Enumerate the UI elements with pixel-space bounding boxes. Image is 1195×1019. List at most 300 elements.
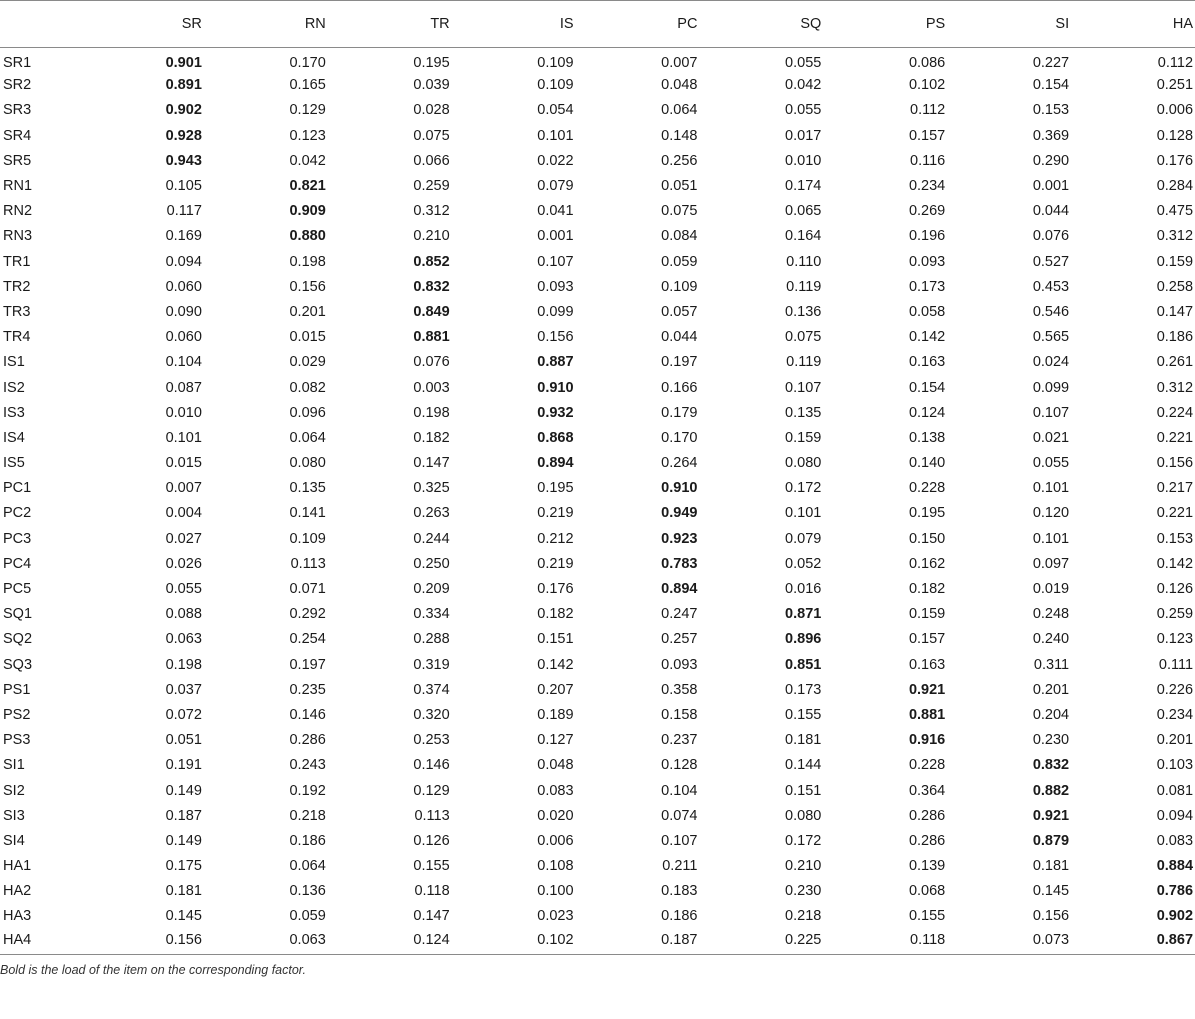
loading-cell: 0.257	[661, 631, 698, 648]
loading-cell: 0.284	[1156, 178, 1194, 195]
loading-cell: 0.475	[1156, 203, 1194, 220]
loading-cell: 0.286	[289, 732, 326, 749]
loading-cell: 0.173	[785, 681, 822, 698]
row-item-label: SR5	[3, 152, 32, 169]
loading-cell: 0.140	[908, 455, 946, 472]
loading-cell-primary: 0.832	[413, 278, 450, 295]
loading-cell-primary: 0.884	[1156, 858, 1194, 875]
loading-cell: 0.198	[289, 253, 326, 270]
loading-cell: 0.565	[1032, 329, 1070, 346]
loading-cell: 0.189	[537, 706, 574, 723]
loading-cell-primary: 0.894	[661, 581, 698, 598]
loading-cell: 0.158	[661, 706, 698, 723]
loading-cell: 0.001	[537, 228, 574, 245]
loading-cell: 0.172	[785, 480, 822, 497]
loading-cell: 0.176	[537, 581, 574, 598]
loading-cell: 0.218	[289, 807, 326, 824]
loading-cell: 0.076	[413, 354, 450, 371]
loading-cell: 0.100	[537, 883, 574, 900]
loading-cell: 0.107	[537, 253, 574, 270]
loading-cell: 0.099	[1032, 379, 1070, 396]
loading-cell-primary: 0.887	[537, 354, 574, 371]
loading-cell: 0.124	[413, 931, 450, 948]
loading-cell: 0.126	[413, 832, 450, 849]
loading-cell: 0.042	[289, 152, 326, 169]
loading-cell-primary: 0.943	[165, 152, 202, 169]
loading-cell: 0.224	[1156, 404, 1194, 421]
loading-cell: 0.144	[785, 757, 822, 774]
loading-cell: 0.105	[165, 178, 202, 195]
loading-cell: 0.139	[908, 858, 946, 875]
loading-cell: 0.064	[289, 429, 326, 446]
loading-cell: 0.097	[1032, 555, 1070, 572]
loading-cell: 0.163	[908, 354, 946, 371]
column-header-ha: HA	[1071, 1, 1195, 48]
loading-cell: 0.219	[537, 505, 574, 522]
loading-cell: 0.090	[165, 303, 202, 320]
table-row	[0, 199, 1195, 224]
loading-cell: 0.102	[537, 931, 574, 948]
loading-cell: 0.261	[1156, 354, 1194, 371]
row-item-label: PS1	[3, 681, 31, 698]
loading-cell: 0.201	[1032, 681, 1070, 698]
loading-cell: 0.170	[289, 55, 326, 72]
loading-cell-primary: 0.867	[1156, 931, 1194, 948]
table-row	[0, 929, 1195, 954]
loading-cell-primary: 0.901	[165, 55, 202, 72]
loading-cell: 0.195	[413, 55, 450, 72]
corner-header-cell	[0, 1, 80, 48]
header-row	[0, 1, 1195, 48]
loading-cell: 0.176	[1156, 152, 1194, 169]
loading-cell: 0.084	[661, 228, 698, 245]
loading-cell: 0.153	[1032, 102, 1070, 119]
loading-cell: 0.007	[165, 480, 202, 497]
loading-cell: 0.109	[289, 530, 326, 547]
row-item-label: PC5	[3, 581, 32, 598]
loading-cell: 0.112	[1157, 55, 1194, 72]
row-item-label: TR3	[3, 303, 31, 320]
loading-cell: 0.162	[908, 555, 946, 572]
table-row	[0, 828, 1195, 853]
loading-cell: 0.093	[908, 253, 946, 270]
loading-cell: 0.181	[165, 883, 202, 900]
row-item-label: SR1	[3, 55, 32, 72]
loading-cell: 0.027	[165, 530, 202, 547]
loading-cell: 0.197	[661, 354, 698, 371]
table-row	[0, 148, 1195, 173]
loading-cell-primary: 0.849	[413, 303, 450, 320]
loading-cell: 0.334	[413, 606, 450, 623]
row-item-label: SR3	[3, 102, 32, 119]
loading-cell: 0.119	[786, 354, 822, 371]
table-row	[0, 904, 1195, 929]
loading-cell: 0.201	[289, 303, 326, 320]
loading-cell: 0.155	[908, 908, 946, 925]
loading-cell: 0.154	[1032, 77, 1070, 94]
loading-cell-primary: 0.832	[1032, 757, 1070, 774]
loading-cell: 0.319	[413, 656, 450, 673]
loading-cell: 0.055	[165, 581, 202, 598]
table-row	[0, 702, 1195, 727]
table-row	[0, 526, 1195, 551]
loading-cell: 0.107	[661, 832, 698, 849]
row-item-label: RN1	[3, 178, 33, 195]
loading-cell: 0.172	[785, 832, 822, 849]
loading-cell: 0.111	[1158, 656, 1194, 673]
column-header-ps: PS	[823, 1, 947, 48]
loading-cell: 0.175	[165, 858, 202, 875]
loading-cell: 0.016	[785, 581, 822, 598]
loading-cell: 0.154	[908, 379, 946, 396]
row-item-label: TR4	[3, 329, 31, 346]
table-row	[0, 400, 1195, 425]
loading-cell: 0.186	[289, 832, 326, 849]
row-item-label: IS4	[3, 429, 25, 446]
loading-cell: 0.312	[413, 203, 450, 220]
loading-cell-primary: 0.916	[908, 732, 946, 749]
row-item-label: HA1	[3, 858, 32, 875]
loading-cell: 0.209	[413, 581, 450, 598]
loading-cell-primary: 0.896	[785, 631, 822, 648]
loading-cell: 0.001	[1032, 178, 1070, 195]
row-item-label: PS2	[3, 706, 31, 723]
loading-cell: 0.055	[785, 102, 822, 119]
loading-cell-primary: 0.921	[1032, 807, 1070, 824]
loading-cell: 0.374	[413, 681, 450, 698]
loading-cell-primary: 0.910	[661, 480, 698, 497]
loading-cell: 0.039	[413, 77, 450, 94]
loading-cell: 0.107	[1032, 404, 1070, 421]
table-row	[0, 677, 1195, 702]
column-header-tr: TR	[328, 1, 452, 48]
loading-cell: 0.159	[1156, 253, 1194, 270]
loading-cell: 0.101	[537, 127, 574, 144]
loading-cell: 0.051	[661, 178, 698, 195]
loading-cell: 0.156	[537, 329, 574, 346]
loading-cell: 0.155	[413, 858, 450, 875]
loading-cell: 0.058	[908, 303, 946, 320]
loading-cell: 0.169	[165, 228, 202, 245]
loading-cell: 0.251	[1156, 77, 1194, 94]
loading-cell: 0.063	[165, 631, 202, 648]
row-item-label: IS2	[3, 379, 25, 396]
loading-cell: 0.118	[910, 931, 946, 948]
loading-cell: 0.212	[537, 530, 574, 547]
row-item-label: HA4	[3, 931, 32, 948]
loading-cell: 0.204	[1032, 706, 1070, 723]
loading-cell: 0.149	[165, 782, 202, 799]
table-row	[0, 476, 1195, 501]
loading-cell: 0.064	[289, 858, 326, 875]
loading-cell: 0.187	[165, 807, 202, 824]
table-row	[0, 627, 1195, 652]
loading-cell: 0.026	[165, 555, 202, 572]
loading-cell-primary: 0.880	[289, 228, 326, 245]
loading-cell: 0.369	[1032, 127, 1070, 144]
loading-cell: 0.234	[908, 178, 946, 195]
loading-cell: 0.128	[661, 757, 698, 774]
loading-cell: 0.126	[1156, 581, 1194, 598]
loading-cell: 0.250	[413, 555, 450, 572]
loading-cell: 0.135	[289, 480, 326, 497]
loading-cell: 0.182	[537, 606, 574, 623]
loading-cell: 0.082	[289, 379, 326, 396]
column-header-sr: SR	[80, 1, 204, 48]
loading-cell-primary: 0.852	[413, 253, 450, 270]
loading-cell: 0.527	[1032, 253, 1070, 270]
loading-cell: 0.149	[165, 832, 202, 849]
loading-cell: 0.182	[413, 429, 450, 446]
loading-cell: 0.148	[661, 127, 698, 144]
loading-cell: 0.191	[165, 757, 202, 774]
table-row	[0, 652, 1195, 677]
loading-cell: 0.055	[1032, 455, 1070, 472]
loading-cell: 0.096	[289, 404, 326, 421]
loading-cell: 0.088	[165, 606, 202, 623]
loading-cell: 0.076	[1032, 228, 1070, 245]
row-item-label: TR2	[3, 278, 31, 295]
column-header-is: IS	[452, 1, 576, 48]
table-row	[0, 778, 1195, 803]
loading-cell: 0.006	[537, 832, 574, 849]
loading-cell: 0.093	[537, 278, 574, 295]
loading-cell: 0.112	[910, 102, 946, 119]
loading-cell: 0.073	[1032, 931, 1070, 948]
loading-cell: 0.124	[908, 404, 946, 421]
table-body	[0, 48, 1195, 955]
loading-cell: 0.288	[413, 631, 450, 648]
loading-cell: 0.142	[908, 329, 946, 346]
loading-cell: 0.165	[289, 77, 326, 94]
loading-cell: 0.196	[908, 228, 946, 245]
loading-cell: 0.129	[289, 102, 326, 119]
loading-cell: 0.198	[413, 404, 450, 421]
loading-cell: 0.264	[661, 455, 698, 472]
loading-cell: 0.244	[413, 530, 450, 547]
table-row	[0, 173, 1195, 198]
loading-cell: 0.286	[908, 807, 946, 824]
loading-cell: 0.110	[786, 253, 822, 270]
table-row	[0, 224, 1195, 249]
loading-cell: 0.211	[662, 858, 698, 875]
table-footnote: Bold is the load of the item on the corresponding factor.	[0, 954, 1195, 977]
loading-cell: 0.320	[413, 706, 450, 723]
loading-cell: 0.037	[165, 681, 202, 698]
loading-cell: 0.195	[537, 480, 574, 497]
loading-cell: 0.157	[908, 631, 946, 648]
loading-cell: 0.024	[1032, 354, 1070, 371]
loading-cell: 0.311	[1033, 656, 1070, 673]
loading-cell: 0.179	[661, 404, 698, 421]
loading-cell: 0.116	[910, 152, 946, 169]
loading-cell: 0.174	[785, 178, 822, 195]
loading-cell: 0.325	[413, 480, 450, 497]
loading-cell-primary: 0.882	[1032, 782, 1070, 799]
table-row	[0, 123, 1195, 148]
loading-cell: 0.186	[1156, 329, 1194, 346]
loading-cell: 0.117	[166, 203, 202, 220]
table-row	[0, 501, 1195, 526]
loading-cell: 0.109	[537, 77, 574, 94]
loading-cell: 0.163	[908, 656, 946, 673]
loading-cell: 0.217	[1156, 480, 1194, 497]
loading-cell-primary: 0.783	[661, 555, 698, 572]
loading-cell: 0.104	[661, 782, 698, 799]
loading-cell: 0.075	[785, 329, 822, 346]
loading-cell-primary: 0.923	[661, 530, 698, 547]
loading-cell-primary: 0.910	[537, 379, 574, 396]
loading-cell: 0.182	[908, 581, 946, 598]
loading-cell: 0.118	[414, 883, 450, 900]
loading-cell: 0.059	[661, 253, 698, 270]
loading-cell: 0.101	[1032, 480, 1070, 497]
loading-cell: 0.181	[785, 732, 822, 749]
loading-cell: 0.060	[165, 329, 202, 346]
loading-cell: 0.094	[165, 253, 202, 270]
loading-cell: 0.065	[785, 203, 822, 220]
loading-cell: 0.254	[289, 631, 326, 648]
loading-cell: 0.234	[1156, 706, 1194, 723]
loading-cell: 0.120	[1032, 505, 1070, 522]
row-item-label: SI2	[3, 782, 25, 799]
table-row	[0, 325, 1195, 350]
loading-cell: 0.055	[785, 55, 822, 72]
loading-cell: 0.256	[661, 152, 698, 169]
loading-cell: 0.195	[908, 505, 946, 522]
loading-cell: 0.127	[537, 732, 574, 749]
loading-cell: 0.147	[413, 908, 450, 925]
loading-cell: 0.187	[661, 931, 698, 948]
row-item-label: SQ2	[3, 631, 33, 648]
loading-cell: 0.109	[537, 55, 574, 72]
loading-cell: 0.101	[785, 505, 822, 522]
loading-cell: 0.155	[785, 706, 822, 723]
row-item-label: SI1	[3, 757, 25, 774]
loading-cell: 0.136	[289, 883, 326, 900]
loading-cell: 0.128	[1156, 127, 1194, 144]
row-item-label: SQ3	[3, 656, 33, 673]
loading-cell: 0.022	[537, 152, 574, 169]
loading-cell: 0.074	[661, 807, 698, 824]
loading-cell-primary: 0.921	[908, 681, 946, 698]
loading-cell-primary: 0.928	[165, 127, 202, 144]
loading-cell: 0.010	[165, 404, 202, 421]
loading-cell: 0.173	[908, 278, 946, 295]
loading-cell-primary: 0.821	[289, 178, 326, 195]
loading-cell: 0.060	[165, 278, 202, 295]
row-item-label: IS3	[3, 404, 25, 421]
loading-cell: 0.156	[1032, 908, 1070, 925]
loading-cell: 0.109	[661, 278, 698, 295]
loading-cell: 0.146	[289, 706, 326, 723]
loading-cell: 0.079	[785, 530, 822, 547]
loading-cell: 0.010	[785, 152, 822, 169]
loading-cell: 0.312	[1156, 228, 1194, 245]
loading-cell: 0.064	[661, 102, 698, 119]
table-row	[0, 98, 1195, 123]
table-row	[0, 753, 1195, 778]
loading-cell: 0.123	[1156, 631, 1194, 648]
table-row	[0, 451, 1195, 476]
loading-cell: 0.259	[1156, 606, 1194, 623]
loading-cell: 0.151	[537, 631, 574, 648]
loading-cell: 0.145	[1032, 883, 1070, 900]
loading-cell: 0.253	[413, 732, 450, 749]
loading-cell: 0.080	[785, 807, 822, 824]
loading-cell: 0.312	[1156, 379, 1194, 396]
loading-cell: 0.003	[413, 379, 450, 396]
loading-cell: 0.207	[537, 681, 574, 698]
table-row	[0, 249, 1195, 274]
loading-cell-primary: 0.871	[785, 606, 822, 623]
loading-cell: 0.248	[1032, 606, 1070, 623]
loading-cell: 0.263	[413, 505, 450, 522]
row-item-label: RN3	[3, 228, 33, 245]
loading-cell: 0.153	[1156, 530, 1194, 547]
loading-cell: 0.101	[1032, 530, 1070, 547]
loading-cell: 0.258	[1156, 278, 1194, 295]
row-item-label: IS1	[3, 354, 25, 371]
loading-cell-primary: 0.786	[1156, 883, 1194, 900]
row-item-label: PS3	[3, 732, 31, 749]
table-row	[0, 73, 1195, 98]
loading-cell: 0.156	[1156, 455, 1194, 472]
loading-cell: 0.247	[661, 606, 698, 623]
loading-cell: 0.054	[537, 102, 574, 119]
loading-cell: 0.041	[537, 203, 574, 220]
loading-cell: 0.102	[908, 77, 946, 94]
loading-cell-primary: 0.868	[537, 429, 574, 446]
loading-cell: 0.007	[661, 55, 698, 72]
row-item-label: HA3	[3, 908, 32, 925]
loading-cell: 0.094	[1156, 807, 1194, 824]
row-item-label: SR2	[3, 77, 32, 94]
loading-cell: 0.290	[1032, 152, 1070, 169]
loading-cell: 0.086	[908, 55, 946, 72]
loading-cell: 0.104	[165, 354, 202, 371]
loading-cell: 0.019	[1032, 581, 1070, 598]
loading-cell: 0.156	[289, 278, 326, 295]
loading-cell: 0.170	[661, 429, 698, 446]
row-item-label: SI3	[3, 807, 25, 824]
loading-cell-primary: 0.949	[661, 505, 698, 522]
loading-cell: 0.042	[785, 77, 822, 94]
table-row	[0, 274, 1195, 299]
row-item-label: TR1	[3, 253, 31, 270]
loading-cell: 0.021	[1032, 429, 1070, 446]
loading-cell: 0.083	[1156, 832, 1194, 849]
row-item-label: HA2	[3, 883, 32, 900]
loading-cell: 0.269	[908, 203, 946, 220]
column-header-sq: SQ	[699, 1, 823, 48]
row-item-label: SQ1	[3, 606, 33, 623]
loading-cell: 0.198	[165, 656, 202, 673]
loading-cell: 0.146	[413, 757, 450, 774]
loading-cell: 0.071	[289, 581, 326, 598]
loading-cell: 0.029	[289, 354, 326, 371]
row-item-label: SR4	[3, 127, 32, 144]
loading-cell: 0.028	[413, 102, 450, 119]
loading-cell: 0.059	[289, 908, 326, 925]
loading-cell-primary: 0.894	[537, 455, 574, 472]
loading-cell: 0.080	[785, 455, 822, 472]
table-footer	[0, 954, 1195, 977]
loading-cell: 0.150	[908, 530, 946, 547]
loading-cell: 0.230	[785, 883, 822, 900]
table-row	[0, 350, 1195, 375]
loading-cell: 0.068	[908, 883, 946, 900]
